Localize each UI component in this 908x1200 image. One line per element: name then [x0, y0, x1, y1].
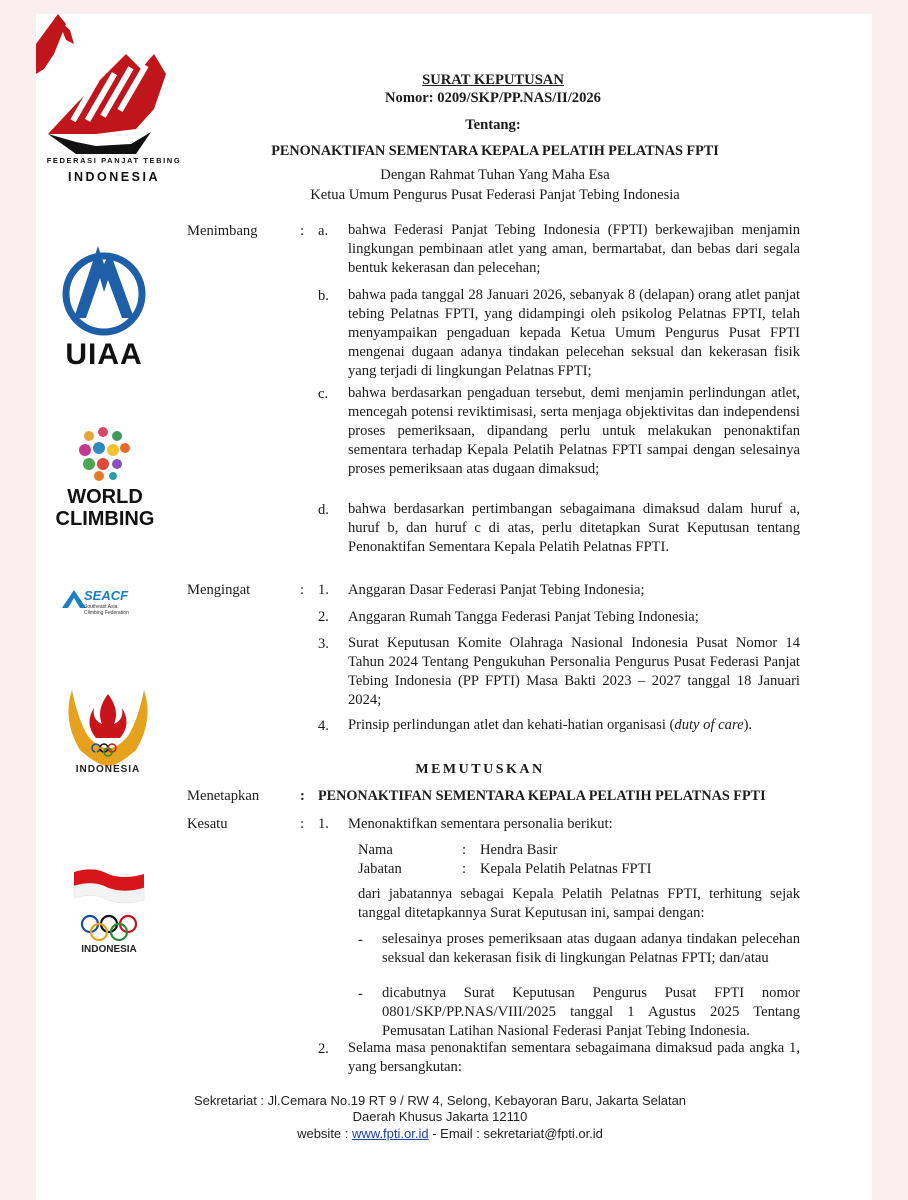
footer-website-link[interactable]: www.fpti.or.id: [352, 1126, 429, 1141]
doc-issuer: Ketua Umum Pengurus Pusat Federasi Panjat Tebing Indonesia: [310, 187, 680, 203]
mengingat-item-1: Anggaran Dasar Federasi Panjat Tebing Indonesia;: [348, 582, 645, 598]
mengingat-mark-1: 1.: [318, 582, 329, 598]
koi-logo: [64, 866, 154, 961]
fpti-mountain-icon: [36, 14, 176, 164]
koi-flag-rings-icon: [64, 866, 154, 941]
footer-email[interactable]: sekretariat@fpti.or.id: [483, 1126, 603, 1141]
koni-emblem-icon: [58, 680, 158, 770]
jabatan-label: Jabatan: [358, 861, 402, 877]
kesatu-item-2: Selama masa penonaktifan sementara sebagaimana dimaksud pada angka 1, yang bersangkutan:: [348, 1040, 800, 1075]
kesatu-bullet-1: selesainya proses pemeriksaan atas dugaan adanya tindakan pelecehan seksual dan kekerasan fisik di lingkungan Pelatnas FPTI; dan/atau: [382, 931, 800, 966]
memutuskan-heading: MEMUTUSKAN: [415, 762, 545, 777]
bullet-dash-2: -: [358, 986, 363, 1002]
menimbang-item-c: bahwa berdasarkan pengaduan tersebut, demi menjamin perlindungan atlet, mencegah potensi reviktimisasi, serta menjaga objektivitas dan independensi proses pemeriksaan, dipandang perlu untuk melakukan penonaktifan sementara terhadap Kepala Pelatih Pelatnas FPTI sampai dengan selesainya proses pemeriksaan atas dugaan dimaksud;: [348, 385, 800, 477]
kesatu-mark-2: 2.: [318, 1041, 329, 1057]
kesatu-bullet-2: dicabutnya Surat Keputusan Pengurus Pusat FPTI nomor 0801/SKP/PP.NAS/VIII/2025 tanggal 1 Agustus 2025 Tentang Pemusatan Latihan Nasional Federasi Panjat Tebing Indonesia.: [382, 985, 800, 1039]
mengingat-mark-4: 4.: [318, 718, 329, 734]
menimbang-mark-a: a.: [318, 223, 329, 239]
seacf-mountain-icon: [62, 588, 86, 612]
mengingat-label: Mengingat: [187, 582, 251, 598]
nama-label: Nama: [358, 842, 393, 858]
seacf-line1: Southeast Asia: [84, 604, 118, 610]
koni-logo: [58, 680, 158, 790]
kesatu-mark-1: 1.: [318, 816, 329, 832]
menimbang-mark-b: b.: [318, 288, 329, 304]
doc-tentang: Tentang:: [465, 117, 521, 133]
uiaa-logo: [56, 238, 156, 378]
footer-email-label: - Email :: [428, 1126, 484, 1141]
uiaa-mountain-icon: [60, 238, 148, 338]
menimbang-item-b: bahwa pada tanggal 28 Januari 2026, sebanyak 8 (delapan) orang atlet panjat tebing Pelatnas FPTI, yang didampingi oleh psikolog Pelatnas FPTI, telah menyampaikan pengaduan kepada Ketua Umum Pengurus Pusat FPTI mengenai dugaan adanya tindakan pelecehan seksual dan kekerasan fisik yang terjadi di lingkungan Pelatnas FPTI;: [348, 287, 800, 379]
mengingat-item-4: [348, 716, 800, 735]
seacf-mark: SEACF: [84, 588, 129, 603]
menetapkan-text: PENONAKTIFAN SEMENTARA KEPALA PELATIH PELATNAS FPTI: [318, 788, 766, 804]
menimbang-item-d: bahwa berdasarkan pertimbangan sebagaimana dimaksud dalam huruf a, huruf b, dan huruf c di atas, perlu ditetapkan Surat Keputusan tentang Penonaktifan Sementara Kepala Pelatih Pelatnas FPTI.: [348, 501, 800, 555]
mengingat-item-2: Anggaran Rumah Tangga Federasi Panjat Tebing Indonesia;: [348, 609, 699, 625]
fpti-logo: [36, 14, 182, 184]
kesatu-label: Kesatu: [187, 816, 228, 832]
jabatan-value: Kepala Pelatih Pelatnas FPTI: [480, 861, 652, 877]
nama-value: Hendra Basir: [480, 842, 558, 858]
mengingat-mark-3: 3.: [318, 636, 329, 652]
mengingat-item-4-italic: duty of care: [674, 717, 744, 733]
menimbang-colon: :: [300, 223, 305, 239]
koi-logo-text: INDONESIA: [81, 944, 137, 955]
world-climbing-globe-icon: [75, 424, 135, 484]
footer-address-2: Daerah Khusus Jakarta 12110: [352, 1109, 528, 1124]
kesatu-item-1: Menonaktifkan sementara personalia berikut:: [348, 816, 613, 832]
doc-number: Nomor: 0209/SKP/PP.NAS/II/2026: [385, 90, 601, 106]
footer-contact: [200, 1126, 700, 1141]
menimbang-item-a: bahwa Federasi Panjat Tebing Indonesia (FPTI) berkewajiban menjamin lingkungan pembinaan atlet yang aman, bermartabat, dan bebas dari segala bentuk kekerasan dan pelecehan;: [348, 222, 800, 276]
kesatu-colon: :: [300, 816, 305, 832]
seacf-line2: Climbing Federation: [84, 610, 129, 616]
seacf-logo: [62, 586, 152, 620]
uiaa-logo-text: UIAA: [65, 338, 143, 371]
koni-logo-text: INDONESIA: [75, 764, 141, 775]
mengingat-item-3: Surat Keputusan Komite Olahraga Nasional Indonesia Pusat Nomor 14 Tahun 2024 Tentang Pengukuhan Personalia Pengurus Pusat Federasi Panjat Tebing Indonesia (PP FPTI) Masa Bakti 2023 – 2027 tanggal 18 Januari 2024;: [348, 635, 800, 708]
menetapkan-label: Menetapkan: [187, 788, 260, 804]
jabatan-colon: :: [462, 861, 467, 877]
fpti-logo-line2: INDONESIA: [68, 170, 160, 184]
menetapkan-colon: :: [300, 788, 305, 804]
mengingat-colon: :: [300, 582, 305, 598]
mengingat-item-4-main: Prinsip perlindungan atlet dan kehati-hatian organisasi (: [348, 717, 675, 733]
menimbang-mark-c: c.: [318, 386, 329, 402]
mengingat-mark-2: 2.: [318, 609, 329, 625]
world-climbing-line1: WORLD: [67, 486, 143, 508]
menimbang-mark-d: d.: [318, 502, 329, 518]
doc-grace: Dengan Rahmat Tuhan Yang Maha Esa: [380, 167, 610, 183]
world-climbing-logo: [50, 420, 160, 535]
footer-website-label: website :: [297, 1126, 352, 1141]
mengingat-item-4-end: ).: [743, 717, 753, 733]
doc-subject: PENONAKTIFAN SEMENTARA KEPALA PELATIH PELATNAS FPTI: [271, 143, 719, 159]
bullet-dash-1: -: [358, 932, 363, 948]
footer-address-1: Sekretariat : Jl.Cemara No.19 RT 9 / RW 4, Selong, Kebayoran Baru, Jakarta Selatan: [193, 1093, 687, 1108]
doc-title: SURAT KEPUTUSAN: [422, 72, 564, 88]
nama-colon: :: [462, 842, 467, 858]
menimbang-label: Menimbang: [187, 223, 258, 239]
kesatu-paragraph: dari jabatannya sebagai Kepala Pelatih Pelatnas FPTI, terhitung sejak tanggal ditetapkannya Surat Keputusan ini, sampai dengan:: [358, 886, 800, 921]
world-climbing-line2: CLIMBING: [55, 508, 155, 530]
fpti-logo-line1: FEDERASI PANJAT TEBING: [46, 156, 182, 165]
